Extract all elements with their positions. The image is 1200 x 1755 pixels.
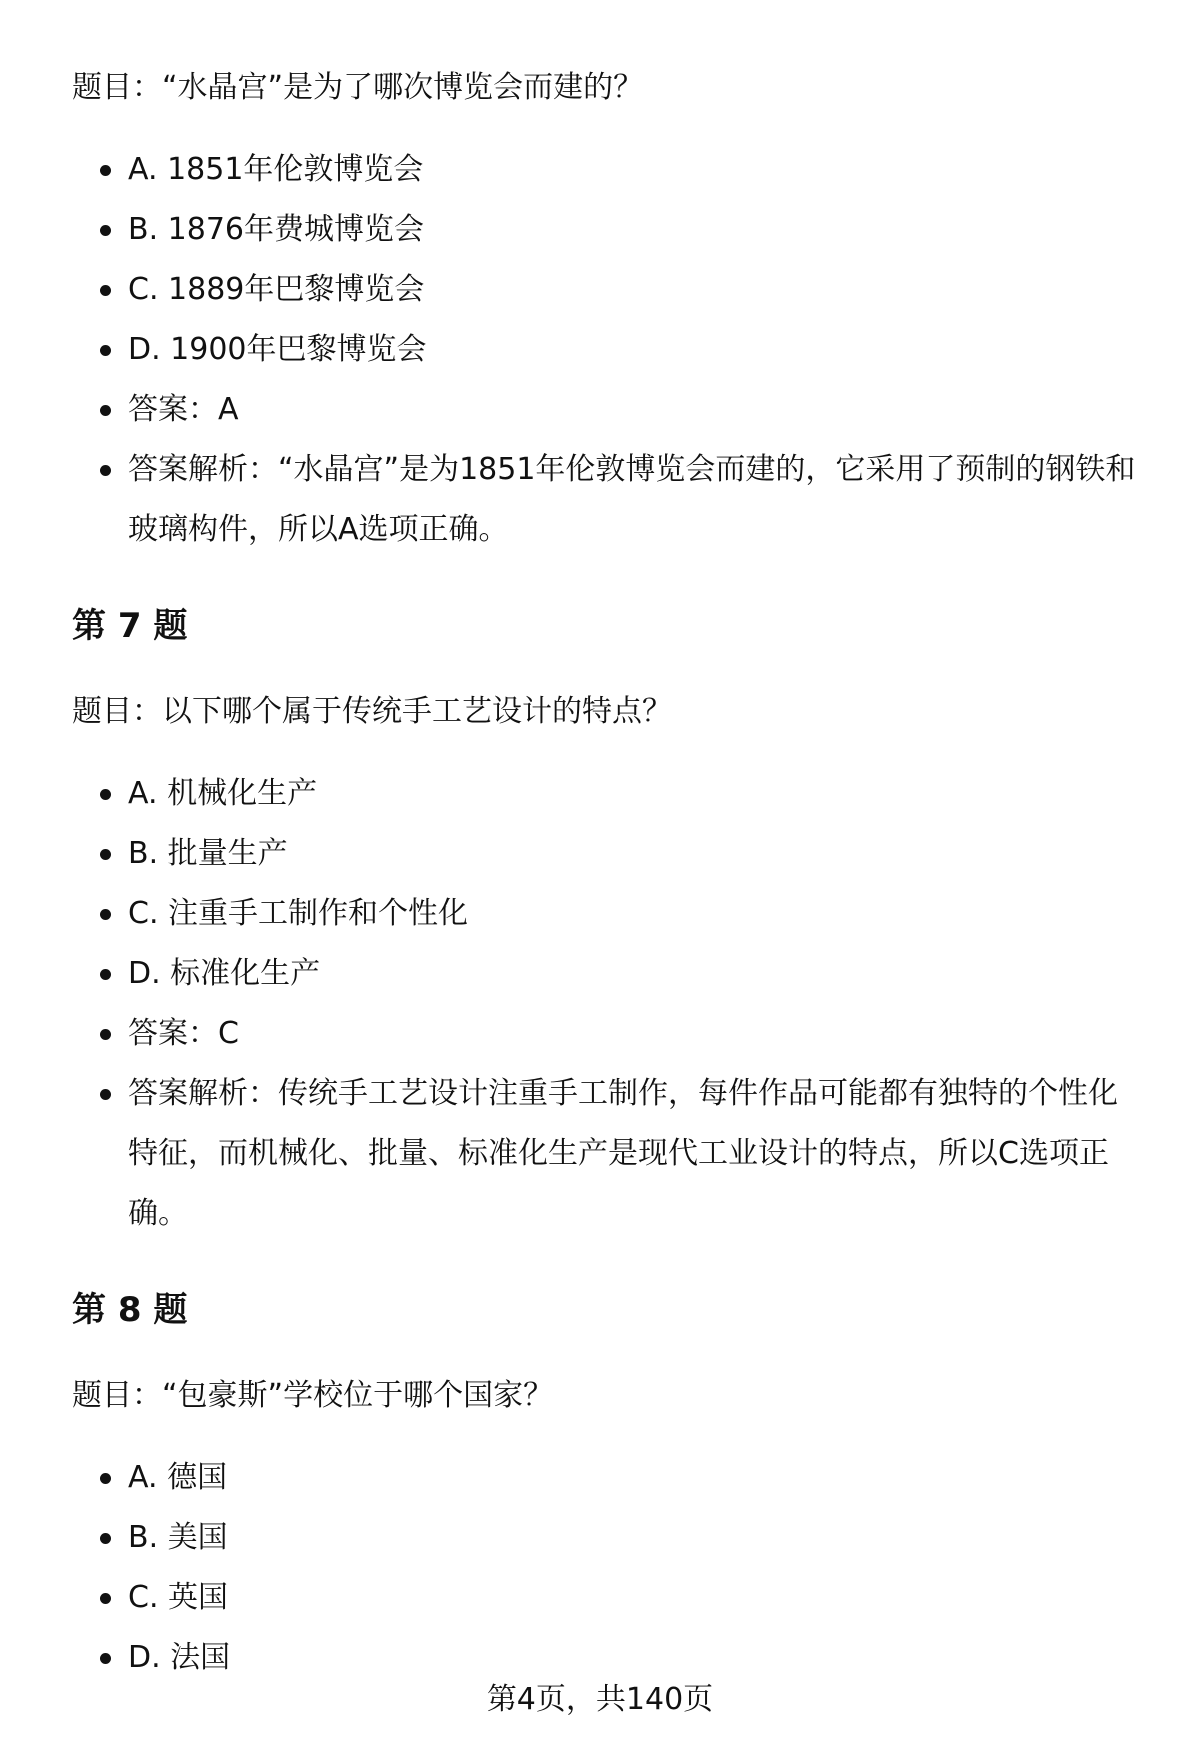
question-7-stem: 题目：以下哪个属于传统手工艺设计的特点？	[72, 694, 672, 729]
question-6-option-c: C. 1889年巴黎博览会	[128, 260, 1152, 320]
question-6-option-b: B. 1876年费城博览会	[128, 200, 1152, 260]
question-8-option-c: C. 英国	[128, 1568, 1152, 1628]
question-8-option-b: B. 美国	[128, 1508, 1152, 1568]
question-7-option-c: C. 注重手工制作和个性化	[128, 884, 1152, 944]
question-6-answer: 答案：A	[128, 380, 1152, 440]
question-8-heading: 第 8 题	[72, 1290, 188, 1330]
question-7-option-b: B. 批量生产	[128, 824, 1152, 884]
question-8-options	[72, 1448, 1152, 1688]
question-6-options	[72, 140, 1152, 560]
question-7-option-a: A. 机械化生产	[128, 764, 1152, 824]
question-8-option-a: A. 德国	[128, 1448, 1152, 1508]
document-content	[72, 62, 1152, 1688]
question-6-option-d: D. 1900年巴黎博览会	[128, 320, 1152, 380]
question-7-options	[72, 764, 1152, 1244]
question-7-option-d: D. 标准化生产	[128, 944, 1152, 1004]
question-7-heading: 第 7 题	[72, 606, 188, 646]
question-8-stem: 题目：“包豪斯”学校位于哪个国家？	[72, 1378, 554, 1413]
question-6-stem: 题目：“水晶宫”是为了哪次博览会而建的？	[72, 70, 644, 105]
question-7-explanation: 答案解析：传统手工艺设计注重手工制作，每件作品可能都有独特的个性化特征，而机械化、批量、标准化生产是现代工业设计的特点，所以C选项正确。	[128, 1064, 1152, 1244]
question-6-option-a: A. 1851年伦敦博览会	[128, 140, 1152, 200]
question-7-answer: 答案：C	[128, 1004, 1152, 1064]
page-number-footer: 第4页，共140页	[486, 1682, 714, 1717]
question-6-explanation: 答案解析：“水晶宫”是为1851年伦敦博览会而建的，它采用了预制的钢铁和玻璃构件，所以A选项正确。	[128, 440, 1152, 560]
question-8-option-d: D. 法国	[128, 1628, 1152, 1688]
